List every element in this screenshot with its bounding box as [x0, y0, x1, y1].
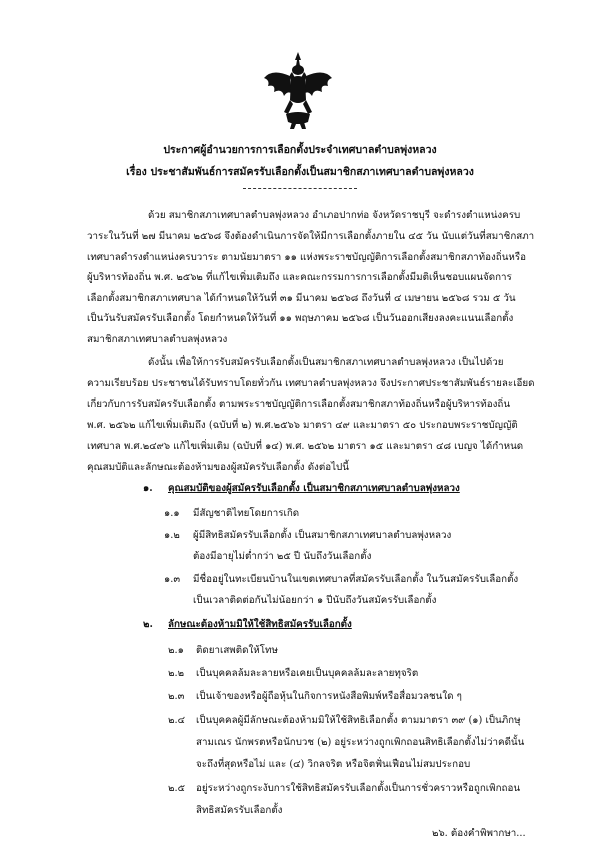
item-text: มีสัญชาติไทยโดยการเกิด	[193, 508, 300, 519]
paragraph-line: ผู้บริหารท้องถิ่น พ.ศ. ๒๕๖๒ ที่แก้ไขเพิ่มเติมถึง และคณะกรรมการการเลือกตั้งมีมติเห็นชอบแผนจัดการ	[87, 272, 512, 283]
document-subject: เรื่อง ประชาสัมพันธ์การสมัครรับเลือกตั้งเป็นสมาชิกสภาเทศบาลตำบลพุ่งหลวง	[126, 166, 474, 178]
item-number: ๒.๒	[168, 668, 185, 679]
section-heading: ลักษณะต้องห้ามมิให้ใช้สิทธิสมัครรับเลือกตั้ง	[168, 619, 352, 630]
paragraph-line: คุณสมบัติและลักษณะต้องห้ามของผู้สมัครรับเลือกตั้ง ดังต่อไปนี้	[87, 462, 349, 473]
item-text: จะถึงที่สุดหรือไม่ และ (๔) วิกลจริต หรือจิตฟั่นเฟือนไม่สมประกอบ	[196, 759, 471, 770]
item-text: ติดยาเสพติดให้โทษ	[196, 645, 278, 656]
paragraph-line: ความเรียบร้อย ประชาชนได้รับทราบโดยทั่วกัน เทศบาลตำบลพุ่งหลวง จึงประกาศประชาสัมพันธ์รายละเอียด	[87, 378, 535, 389]
item-text: เป็นเวลาติดต่อกันไม่น้อยกว่า ๑ ปีนับถึงวันสมัครรับเลือกตั้ง	[193, 595, 437, 606]
garuda-emblem-icon	[262, 50, 334, 130]
item-text: ต้องมีอายุไม่ต่ำกว่า ๒๕ ปี นับถึงวันเลือกตั้ง	[193, 551, 372, 562]
item-text: สามเณร นักพรตหรือนักบวช (๒) อยู่ระหว่างถูกเพิกถอนสิทธิเลือกตั้งไม่ว่าคดีนั้น	[196, 737, 525, 748]
item-number: ๑.๑	[164, 508, 180, 519]
paragraph-line: เทศบาล พ.ศ.๒๔๙๖ แก้ไขเพิ่มเติม (ฉบับที่ ๑๔) พ.ศ. ๒๕๖๒ มาตรา ๑๕ และมาตรา ๔๘ เบญจ ได้กำหนด	[87, 441, 524, 452]
item-text: สิทธิสมัครรับเลือกตั้ง	[196, 805, 283, 816]
item-number: ๒.๔	[168, 715, 185, 726]
section-number: ๑.	[143, 483, 153, 494]
item-text: เป็นเจ้าของหรือผู้ถือหุ้นในกิจการหนังสือพิมพ์หรือสื่อมวลชนใด ๆ	[196, 691, 462, 702]
item-number: ๑.๒	[164, 530, 180, 541]
paragraph-line: เป็นวันรับสมัครรับเลือกตั้ง โดยกำหนดให้วันที่ ๑๑ พฤษภาคม ๒๕๖๘ เป็นวันออกเสียงลงคะแนนเลือกตั้ง	[87, 313, 514, 324]
paragraph-line: ดังนั้น เพื่อให้การรับสมัครรับเลือกตั้งเป็นสมาชิกสภาเทศบาลตำบลพุ่งหลวง เป็นไปด้วย	[148, 357, 504, 368]
paragraph-line: พ.ศ. ๒๕๖๒ แก้ไขเพิ่มเติมถึง (ฉบับที่ ๒) พ.ศ.๒๕๖๖ มาตรา ๔๙ และมาตรา ๕๐ ประกอบพระราชบัญญัติ	[87, 420, 518, 431]
section-number: ๒.	[143, 619, 153, 630]
paragraph-line: ด้วย สมาชิกสภาเทศบาลตำบลพุ่งหลวง อำเภอปากท่อ จังหวัดราชบุรี จะดำรงตำแหน่งครบ	[148, 210, 521, 221]
item-text: เป็นบุคคลล้มละลายหรือเคยเป็นบุคคลล้มละลายทุจริต	[196, 668, 419, 679]
item-number: ๒.๑	[168, 645, 184, 656]
item-number: ๒.๓	[168, 691, 185, 702]
item-number: ๑.๓	[164, 574, 181, 585]
paragraph-line: สมาชิกสภาเทศบาลตำบลพุ่งหลวง	[87, 334, 228, 345]
item-number: ๒.๕	[168, 783, 185, 794]
page-continuation: ๒๖. ต้องคำพิพากษา...	[432, 828, 526, 839]
item-text: เป็นบุคคลผู้มีลักษณะต้องห้ามมิให้ใช้สิทธิเลือกตั้ง ตามมาตรา ๓๙ (๑) เป็นภิกษุ	[196, 715, 521, 726]
paragraph-line: เทศบาลดำรงตำแหน่งครบวาระ ตามนัยมาตรา ๑๑ แห่งพระราชบัญญัติการเลือกตั้งสมาชิกสภาท้องถิ่นหรือ	[87, 252, 527, 263]
item-text: ผู้มีสิทธิสมัครรับเลือกตั้ง เป็นสมาชิกสภาเทศบาลตำบลพุ่งหลวง	[193, 530, 452, 541]
item-text: อยู่ระหว่างถูกระงับการใช้สิทธิสมัครรับเลือกตั้งเป็นการชั่วคราวหรือถูกเพิกถอน	[196, 783, 521, 794]
item-text: มีชื่ออยู่ในทะเบียนบ้านในเขตเทศบาลที่สมัครรับเลือกตั้ง ในวันสมัครรับเลือกตั้ง	[193, 574, 519, 585]
paragraph-line: เลือกตั้งสมาชิกสภาเทศบาล ได้กำหนดให้วันที่ ๓๑ มีนาคม ๒๕๖๘ ถึงวันที่ ๔ เมษายน ๒๕๖๘ รวม ๕ วัน	[87, 293, 516, 304]
document-title: ประกาศผู้อำนวยการการเลือกตั้งประจำเทศบาลตำบลพุ่งหลวง	[163, 144, 437, 156]
paragraph-line: เกี่ยวกับการรับสมัครรับเลือกตั้ง ตามพระราชบัญญัติการเลือกตั้งสมาชิกสภาท้องถิ่นหรือผู้บริหารท้องถิ่น	[87, 399, 511, 410]
section-heading: คุณสมบัติของผู้สมัครรับเลือกตั้ง เป็นสมาชิกสภาเทศบาลตำบลพุ่งหลวง	[168, 483, 460, 494]
paragraph-line: วาระในวันที่ ๒๗ มีนาคม ๒๕๖๘ จึงต้องดำเนินการจัดให้มีการเลือกตั้งภายใน ๔๕ วัน นับแต่วันที่สมาชิกสภา	[87, 231, 535, 242]
separator-line	[243, 188, 357, 189]
